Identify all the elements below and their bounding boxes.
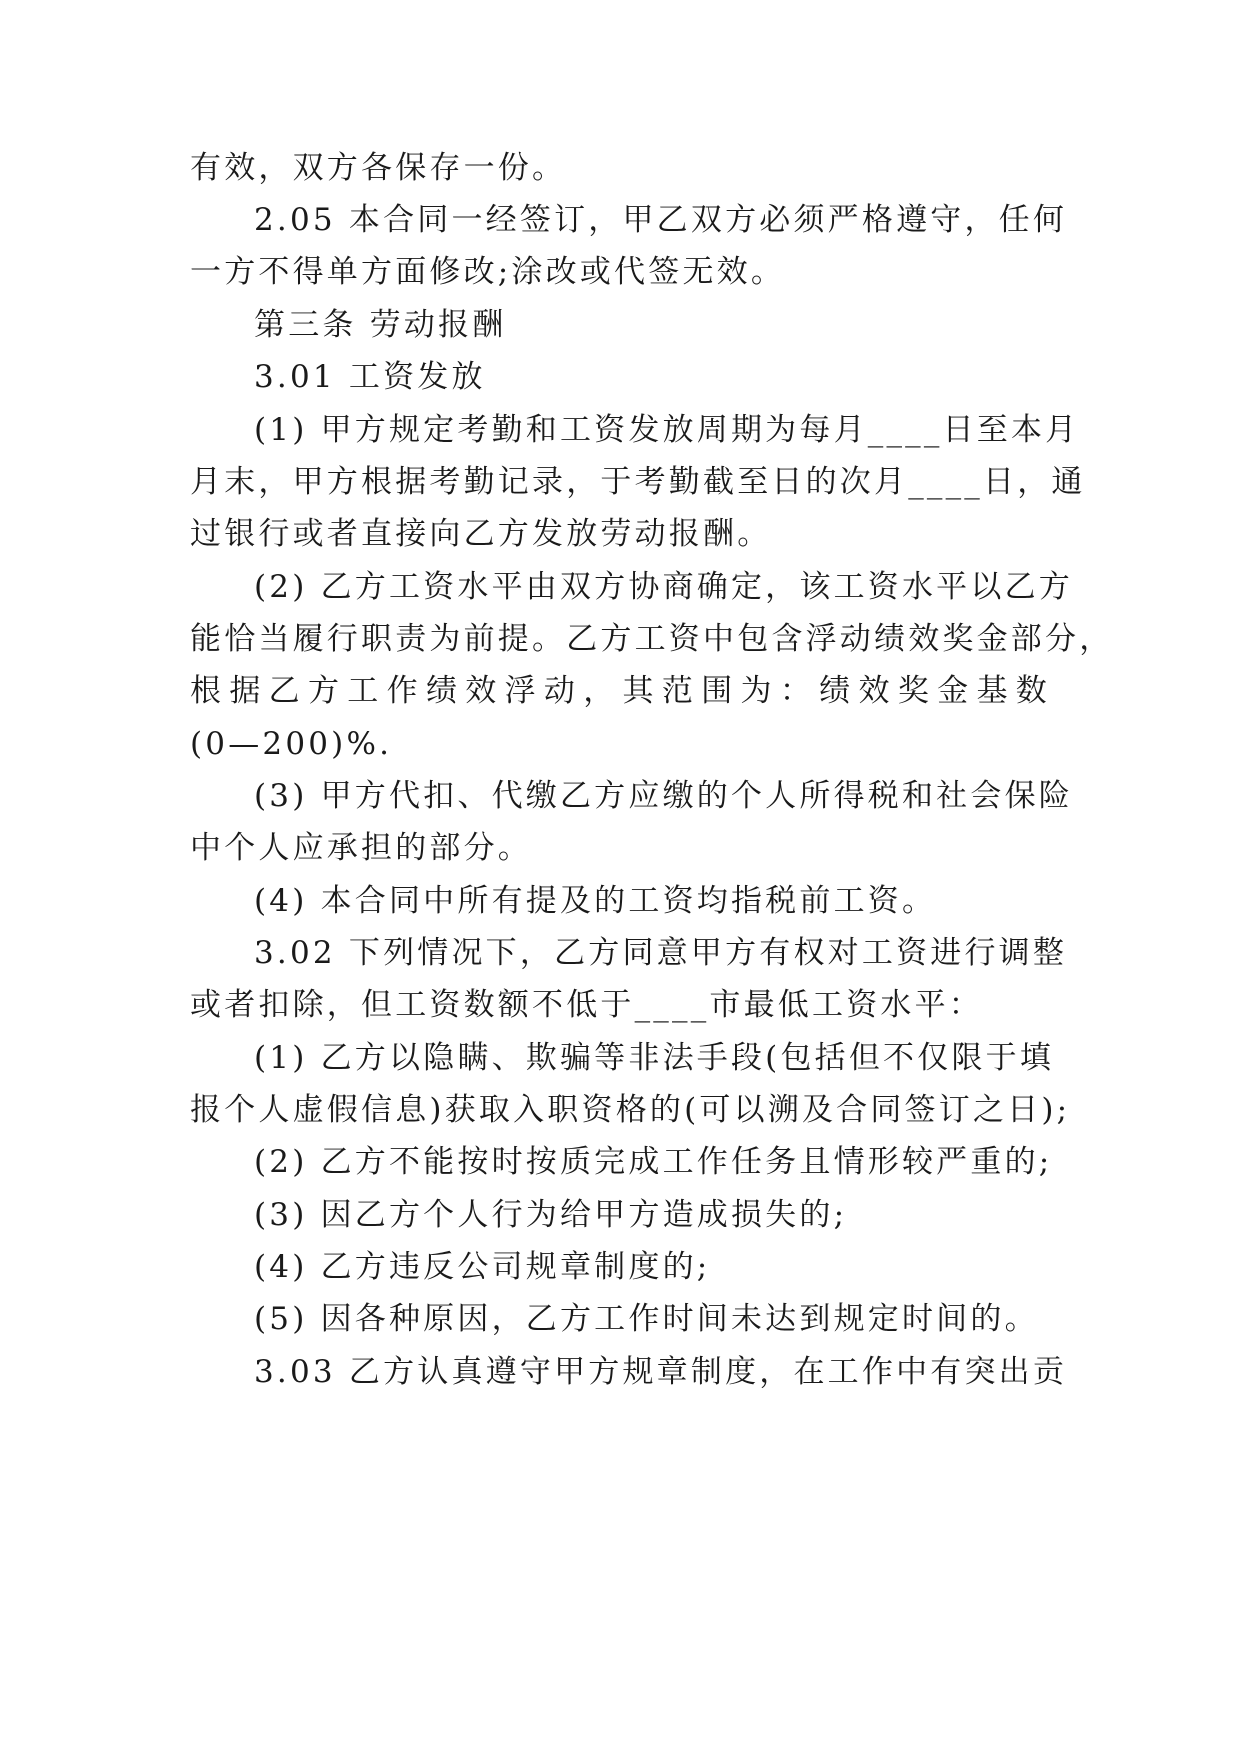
text-line: 3.03 乙方认真遵守甲方规章制度，在工作中有突出贡 (254, 1354, 1068, 1390)
text-line: (1) 甲方规定考勤和工资发放周期为每月____日至本月 (254, 412, 1080, 448)
text-line: 或者扣除，但工资数额不低于____市最低工资水平： (190, 987, 983, 1023)
text-line: (4) 本合同中所有提及的工资均指税前工资。 (254, 883, 937, 919)
subsection-heading: 3.01 工资发放 (254, 359, 486, 395)
text-line: (4) 乙方违反公司规章制度的; (254, 1249, 711, 1285)
text-line: 有效，双方各保存一份。 (190, 150, 567, 186)
text-line: 2.05 本合同一经签订，甲乙双方必须严格遵守，任何 (254, 202, 1068, 238)
text-line: 根据乙方工作绩效浮动，其范围为：绩效奖金基数 (190, 673, 1050, 709)
text-line: (2) 乙方工资水平由双方协商确定，该工资水平以乙方 (254, 569, 1073, 605)
text-line: 月末，甲方根据考勤记录，于考勤截至日的次月____日，通 (190, 464, 1086, 500)
text-line: (5) 因各种原因，乙方工作时间未达到规定时间的。 (254, 1301, 1039, 1337)
text-line: (1) 乙方以隐瞒、欺骗等非法手段(包括但不仅限于填 (254, 1040, 1055, 1076)
text-line: 一方不得单方面修改;涂改或代签无效。 (190, 254, 786, 290)
text-line: (3) 因乙方个人行为给甲方造成损失的; (254, 1197, 848, 1233)
text-line: 过银行或者直接向乙方发放劳动报酬。 (190, 516, 772, 552)
text-line: (0—200)%. (190, 726, 393, 762)
text-line: (2) 乙方不能按时按质完成工作任务且情形较严重的; (254, 1144, 1053, 1180)
text-line: (3) 甲方代扣、代缴乙方应缴的个人所得税和社会保险 (254, 778, 1073, 814)
text-line: 报个人虚假信息)获取入职资格的(可以溯及合同签订之日); (190, 1092, 1071, 1128)
section-heading: 第三条 劳动报酬 (254, 307, 507, 343)
text-line: 能恰当履行职责为前提。乙方工资中包含浮动绩效奖金部分， (190, 621, 1114, 657)
text-line: 中个人应承担的部分。 (190, 830, 532, 866)
text-line: 3.02 下列情况下，乙方同意甲方有权对工资进行调整 (254, 935, 1068, 971)
